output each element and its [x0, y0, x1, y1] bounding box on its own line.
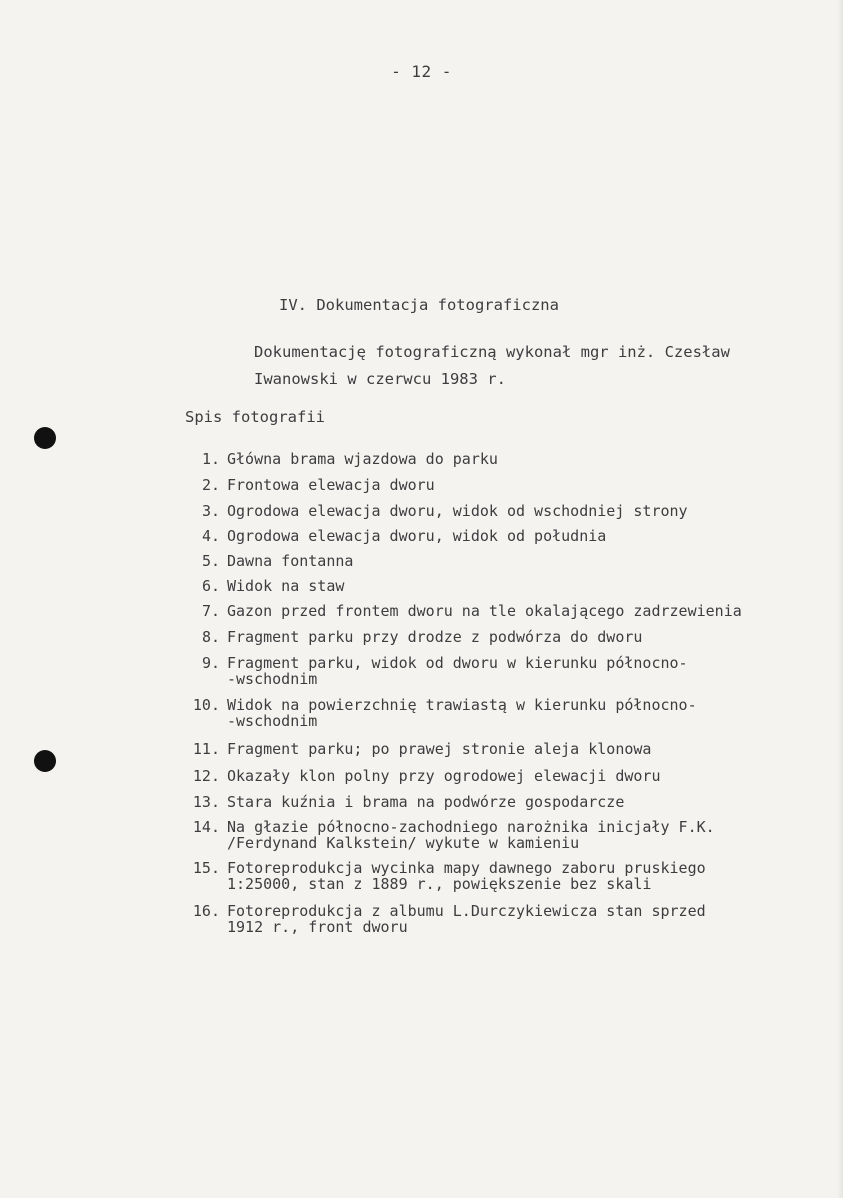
photo-caption-line: Fotoreprodukcja z albumu L.Durczykiewicza stan sprzed — [227, 902, 706, 920]
photo-number: 4. — [201, 527, 220, 545]
photo-caption — [227, 794, 624, 810]
photo-caption — [227, 741, 651, 757]
photo-caption — [227, 451, 498, 467]
photo-number: 6. — [201, 577, 220, 595]
photo-number: 10. — [192, 696, 220, 714]
photo-number: 11. — [192, 740, 220, 758]
photo-caption-line: -wschodnim — [227, 712, 318, 730]
photo-number: 16. — [192, 902, 220, 920]
photo-caption-line: Stara kuźnia i brama na podwórze gospodarcze — [227, 793, 625, 811]
photo-caption — [227, 528, 606, 544]
photo-caption — [227, 503, 688, 519]
photo-caption-line: Okazały klon polny przy ogrodowej elewacji dworu — [227, 767, 661, 785]
photo-number: 9. — [201, 654, 220, 672]
photo-caption — [227, 860, 706, 892]
photo-caption-line: Dawna fontanna — [227, 552, 354, 570]
intro-line: Iwanowski w czerwcu 1983 r. — [254, 370, 506, 388]
photo-caption — [227, 697, 697, 729]
photo-caption — [227, 903, 706, 935]
photo-caption-line: Fragment parku przy drodze z podwórza do dworu — [227, 628, 643, 646]
photo-number: 12. — [192, 767, 220, 785]
photo-number: 15. — [192, 859, 220, 877]
photo-caption — [227, 655, 688, 687]
section-heading: IV. Dokumentacja fotograficzna — [279, 296, 559, 314]
photo-caption — [227, 553, 353, 569]
photo-number: 5. — [201, 552, 220, 570]
photo-caption — [227, 768, 660, 784]
photo-caption-line: Frontowa elewacja dworu — [227, 476, 435, 494]
photo-caption-line: /Ferdynand Kalkstein/ wykute w kamieniu — [227, 834, 580, 852]
photo-number: 7. — [201, 602, 220, 620]
intro-paragraph — [254, 339, 730, 393]
photo-caption-line: Fragment parku, widok od dworu w kierunku północno- — [227, 654, 688, 672]
page-number: - 12 - — [391, 62, 452, 81]
photo-number: 2. — [201, 476, 220, 494]
photo-caption-line: Gazon przed frontem dworu na tle okalającego zadrzewienia — [227, 602, 742, 620]
photo-caption-line: Na głazie północno-zachodniego narożnika inicjały F.K. — [227, 818, 715, 836]
photo-caption-line: Widok na powierzchnię trawiastą w kierunku północno- — [227, 696, 697, 714]
photo-caption-line: Główna brama wjazdowa do parku — [227, 450, 498, 468]
photo-caption-line: Widok na staw — [227, 577, 345, 595]
photo-number: 8. — [201, 628, 220, 646]
photo-number: 14. — [192, 818, 220, 836]
photo-caption-line: Fragment parku; po prawej stronie aleja klonowa — [227, 740, 652, 758]
photo-caption-line: 1912 r., front dworu — [227, 918, 408, 936]
photo-number: 3. — [201, 502, 220, 520]
photo-caption-line: Ogrodowa elewacja dworu, widok od południa — [227, 527, 607, 545]
photo-caption — [227, 819, 715, 851]
photo-caption — [227, 603, 742, 619]
photo-caption — [227, 629, 642, 645]
photo-caption — [227, 477, 435, 493]
photo-caption — [227, 578, 344, 594]
photo-caption-line: Ogrodowa elewacja dworu, widok od wschodniej strony — [227, 502, 688, 520]
photo-number: 13. — [192, 793, 220, 811]
photo-caption-line: 1:25000, stan z 1889 r., powiększenie bez skali — [227, 875, 652, 893]
photo-number: 1. — [201, 450, 220, 468]
photo-caption-line: Fotoreprodukcja wycinka mapy dawnego zaboru pruskiego — [227, 859, 706, 877]
punch-hole — [34, 427, 56, 449]
list-title: Spis fotografii — [185, 408, 325, 426]
photo-caption-line: -wschodnim — [227, 670, 318, 688]
intro-line: Dokumentację fotograficzną wykonał mgr inż. Czesław — [254, 343, 730, 361]
punch-hole — [34, 750, 56, 772]
